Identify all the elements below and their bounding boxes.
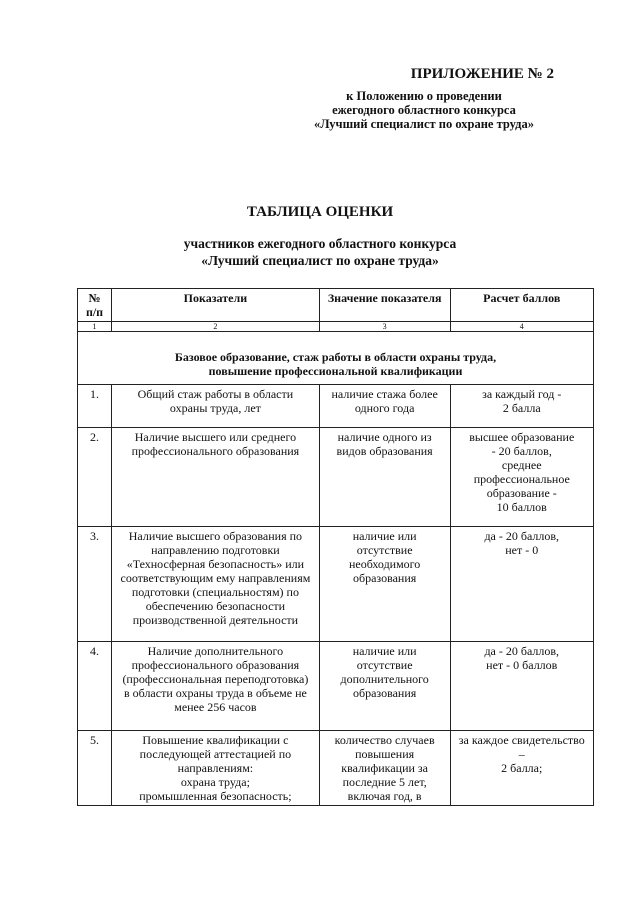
table-row bbox=[78, 642, 594, 731]
cell-line: последующей аттестацией по bbox=[139, 747, 292, 761]
subtitle-line-1: участников ежегодного областного конкурса bbox=[183, 236, 457, 251]
table-row bbox=[78, 731, 594, 806]
appendix-title: ПРИЛОЖЕНИЕ № 2 bbox=[410, 66, 554, 82]
cell-line: образования bbox=[352, 686, 417, 700]
subtitle-line-2: «Лучший специалист по охране труда» bbox=[201, 253, 439, 268]
table-row bbox=[78, 527, 594, 642]
cell-line: в области охраны труда в объеме не bbox=[123, 686, 307, 700]
section-title bbox=[78, 332, 594, 385]
cell-line: «Техносферная безопасность» или bbox=[126, 557, 305, 571]
cell-line: наличие или bbox=[352, 644, 417, 658]
table-header-row bbox=[78, 289, 594, 322]
cell-line: высшее образование bbox=[469, 430, 575, 444]
cell-line: да - 20 баллов, bbox=[484, 529, 560, 543]
cell-line: отсутствие bbox=[356, 543, 413, 557]
header-num bbox=[78, 289, 112, 322]
cell-line: охраны труда, лет bbox=[169, 401, 261, 415]
row-number: 5. bbox=[78, 731, 112, 806]
cell-line: профессионального образования bbox=[131, 658, 300, 672]
cell-line: образование - bbox=[486, 486, 557, 500]
cell-line: необходимого bbox=[348, 557, 421, 571]
cell-line: отсутствие bbox=[356, 658, 413, 672]
row-number: 2. bbox=[78, 428, 112, 527]
cell-line: охрана труда; bbox=[180, 775, 250, 789]
cell-line: соответствующим ему направлениям bbox=[120, 571, 311, 585]
appendix-line-1: к Положению о проведении bbox=[346, 89, 502, 103]
cell-line: за каждое свидетельство bbox=[458, 733, 585, 747]
header-num-line-2: п/п bbox=[85, 305, 104, 319]
row-value bbox=[319, 527, 450, 642]
appendix-line-2: ежегодного областного конкурса bbox=[332, 103, 516, 117]
cell-line: – bbox=[518, 747, 525, 761]
cell-line: квалификации за bbox=[341, 761, 428, 775]
cell-line: повышения bbox=[355, 747, 415, 761]
row-score bbox=[450, 642, 593, 731]
document-title: ТАБЛИЦА ОЦЕНКИ bbox=[246, 204, 394, 220]
cell-line: Общий стаж работы в области bbox=[137, 387, 294, 401]
cell-line: Наличие высшего или среднего bbox=[134, 430, 297, 444]
cell-line: направлению подготовки bbox=[151, 543, 280, 557]
document-subtitle bbox=[0, 235, 640, 269]
cell-line: количество случаев bbox=[334, 733, 435, 747]
table-row bbox=[78, 428, 594, 527]
cell-line: менее 256 часов bbox=[174, 700, 257, 714]
cell-line: за каждый год - bbox=[482, 387, 562, 401]
cell-line: профессионального образования bbox=[131, 444, 300, 458]
cell-line: Наличие дополнительного bbox=[147, 644, 284, 658]
cell-line: образования bbox=[352, 571, 417, 585]
cell-line: Наличие высшего образования по bbox=[128, 529, 303, 543]
cell-line: 2 балла bbox=[502, 401, 541, 415]
table-row bbox=[78, 385, 594, 428]
row-score bbox=[450, 527, 593, 642]
cell-line: наличие стажа более bbox=[331, 387, 438, 401]
column-numbers-row bbox=[78, 322, 594, 332]
cell-line: наличие одного из bbox=[337, 430, 432, 444]
section-title-line-1: Базовое образование, стаж работы в области охраны труда, bbox=[174, 350, 497, 364]
row-number: 3. bbox=[78, 527, 112, 642]
cell-line: Повышение квалификации с bbox=[142, 733, 289, 747]
cell-line: видов образования bbox=[336, 444, 433, 458]
row-indicator bbox=[112, 731, 320, 806]
row-value bbox=[319, 642, 450, 731]
cell-line: - 20 баллов, bbox=[491, 444, 552, 458]
cell-line: одного года bbox=[354, 401, 415, 415]
header-score: Расчет баллов bbox=[450, 289, 593, 322]
cell-line: наличие или bbox=[352, 529, 417, 543]
cell-line: профессиональное bbox=[473, 472, 570, 486]
row-number: 4. bbox=[78, 642, 112, 731]
row-value bbox=[319, 731, 450, 806]
header-num-line-1: № bbox=[88, 291, 101, 305]
cell-line: да - 20 баллов, bbox=[484, 644, 560, 658]
column-number: 4 bbox=[450, 322, 593, 332]
row-indicator bbox=[112, 527, 320, 642]
cell-line: направлениям: bbox=[177, 761, 254, 775]
cell-line: нет - 0 bbox=[505, 543, 539, 557]
evaluation-table bbox=[77, 288, 594, 806]
row-value bbox=[319, 428, 450, 527]
row-score bbox=[450, 731, 593, 806]
cell-line: обеспечению безопасности bbox=[145, 599, 286, 613]
row-indicator bbox=[112, 385, 320, 428]
section-row bbox=[78, 332, 594, 385]
row-value bbox=[319, 385, 450, 428]
cell-line: 2 балла; bbox=[501, 761, 543, 775]
header-indicator: Показатели bbox=[112, 289, 320, 322]
cell-line: последние 5 лет, bbox=[342, 775, 427, 789]
cell-line: дополнительного bbox=[340, 672, 429, 686]
row-number: 1. bbox=[78, 385, 112, 428]
cell-line: включая год, в bbox=[347, 789, 422, 803]
header-value: Значение показателя bbox=[319, 289, 450, 322]
column-number: 3 bbox=[319, 322, 450, 332]
table-rows bbox=[78, 385, 594, 806]
row-indicator bbox=[112, 642, 320, 731]
cell-line: нет - 0 баллов bbox=[486, 658, 558, 672]
appendix-header bbox=[254, 66, 554, 131]
row-indicator bbox=[112, 428, 320, 527]
column-number: 1 bbox=[78, 322, 112, 332]
column-number: 2 bbox=[112, 322, 320, 332]
cell-line: подготовки (специальностям) по bbox=[131, 585, 299, 599]
row-score bbox=[450, 385, 593, 428]
cell-line: производственной деятельности bbox=[132, 613, 299, 627]
appendix-line-3: «Лучший специалист по охране труда» bbox=[314, 117, 534, 131]
cell-line: промышленная безопасность; bbox=[139, 789, 292, 803]
cell-line: (профессиональная переподготовка) bbox=[122, 672, 309, 686]
cell-line: 10 баллов bbox=[496, 500, 547, 514]
cell-line: среднее bbox=[501, 458, 542, 472]
section-title-line-2: повышение профессиональной квалификации bbox=[208, 364, 463, 378]
row-score bbox=[450, 428, 593, 527]
